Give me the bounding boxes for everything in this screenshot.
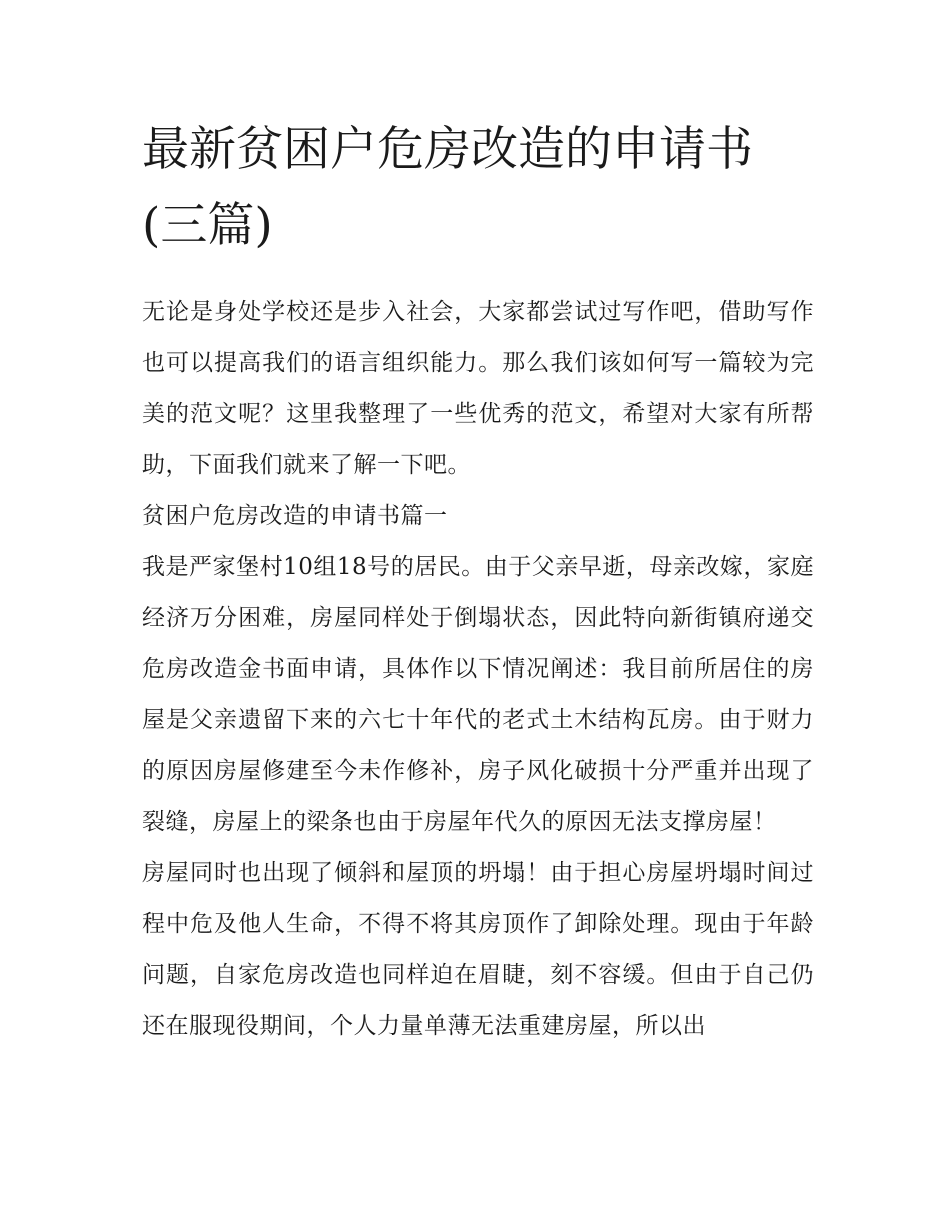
intro-paragraph: 无论是身处学校还是步入社会，大家都尝试过写作吧，借助写作也可以提高我们的语言组织能力。那么我们该如何写一篇较为完美的范文呢？这里我整理了一些优秀的范文，希望对大家有所帮助，下面我们就来了解一下吧。 xyxy=(142,299,814,478)
document-title: 最新贫困户危房改造的申请书(三篇) xyxy=(142,122,753,253)
section-heading: 贫困户危房改造的申请书篇一 xyxy=(142,503,448,529)
document-page xyxy=(142,112,814,1052)
document-body xyxy=(142,287,814,1052)
body-paragraph-2: 房屋同时也出现了倾斜和屋顶的坍塌！由于担心房屋坍塌时间过程中危及他人生命，不得不将其房顶作了卸除处理。现由于年龄问题，自家危房改造也同样迫在眉睫，刻不容缓。但由于自己仍还在服现役期间，个人力量单薄无法重建房屋，所以出 xyxy=(142,860,814,1039)
body-paragraph-1: 我是严家堡村10组18号的居民。由于父亲早逝，母亲改嫁，家庭经济万分困难，房屋同样处于倒塌状态，因此特向新街镇府递交危房改造金书面申请，具体作以下情况阐述：我目前所居住的房屋是父亲遗留下来的六七十年代的老式土木结构瓦房。由于财力的原因房屋修建至今未作修补，房子风化破损十分严重并出现了裂缝，房屋上的梁条也由于房屋年代久的原因无法支撑房屋！ xyxy=(142,554,814,835)
